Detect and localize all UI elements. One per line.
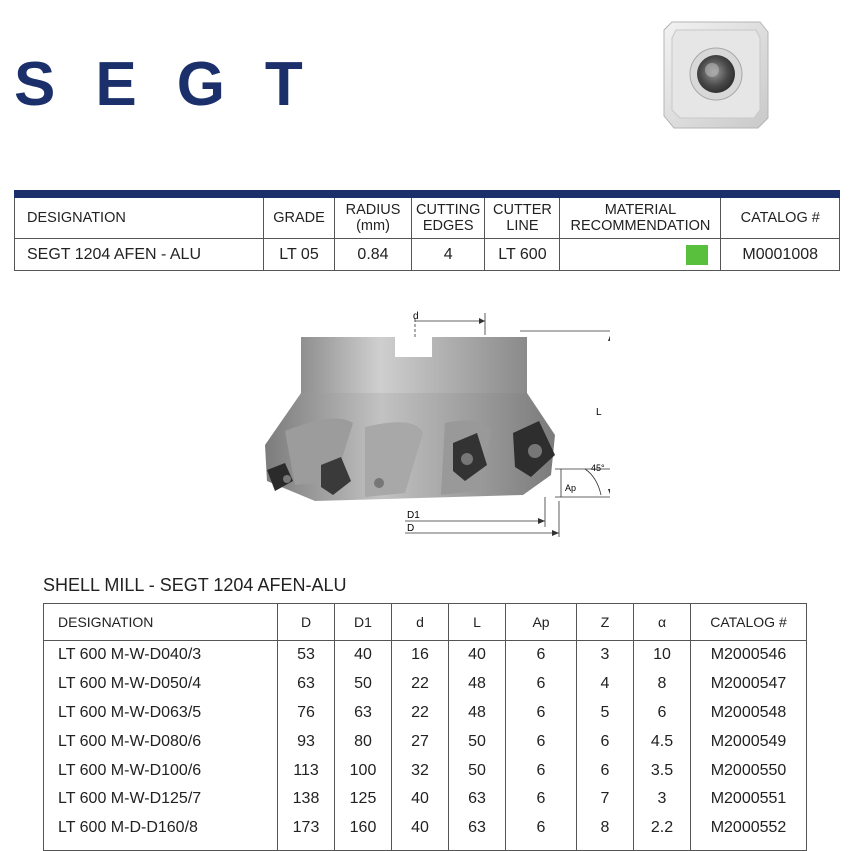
cell-designation: LT 600 M-D-D160/8 [44,814,278,850]
cell-catalog: M2000550 [691,756,807,785]
label-D1: D1 [407,510,420,521]
cell-d: 40 [392,785,449,814]
cell-designation: LT 600 M-W-D125/7 [44,785,278,814]
cell-catalog: M0001008 [721,239,840,271]
header-edges-line2: EDGES [422,218,474,234]
cell-designation: SEGT 1204 AFEN - ALU [15,239,264,271]
cell-alpha: 10 [634,641,691,670]
table-row [44,814,807,850]
page-title: SEGT [14,50,343,119]
cell-edges: 4 [412,239,485,271]
cell-D1: 100 [335,756,392,785]
cell-D1: 80 [335,727,392,756]
header-material-line1: MATERIAL [604,202,677,218]
cell-D: 138 [278,785,335,814]
header-catalog: CATALOG # [721,194,840,239]
cell-catalog: M2000549 [691,727,807,756]
material-swatch [686,245,708,265]
shell-mill-table [43,603,807,851]
header-L: L [449,604,506,641]
header-catalog: CATALOG # [691,604,807,641]
header-cutter [485,194,560,239]
table-row [44,756,807,785]
label-D: D [407,523,415,534]
header-material [560,194,721,239]
header-radius-line2: (mm) [356,218,390,234]
cell-D1: 40 [335,641,392,670]
table-row [44,727,807,756]
shell-mill-title: SHELL MILL - SEGT 1204 AFEN-ALU [43,575,347,595]
cell-Ap: 6 [506,785,577,814]
cell-Z: 4 [577,670,634,699]
cell-radius: 0.84 [335,239,412,271]
header-Ap: Ap [506,604,577,641]
cell-catalog: M2000546 [691,641,807,670]
cell-D: 63 [278,670,335,699]
label-d: d [413,311,419,322]
cell-cutter: LT 600 [485,239,560,271]
cutter-body [301,337,527,393]
cell-D1: 125 [335,785,392,814]
header-d: d [392,604,449,641]
header-D1: D1 [335,604,392,641]
cell-D: 76 [278,699,335,728]
cell-D1: 160 [335,814,392,850]
insert-image [662,18,770,130]
header-edges [412,194,485,239]
cell-catalog: M2000548 [691,699,807,728]
cell-grade: LT 05 [264,239,335,271]
table-row [44,699,807,728]
cell-D1: 50 [335,670,392,699]
cell-designation: LT 600 M-W-D080/6 [44,727,278,756]
header-radius [335,194,412,239]
cell-D: 113 [278,756,335,785]
cell-L: 48 [449,670,506,699]
cell-Ap: 6 [506,727,577,756]
cell-catalog: M2000551 [691,785,807,814]
cell-Ap: 6 [506,670,577,699]
table-row [44,785,807,814]
cell-D: 173 [278,814,335,850]
cell-d: 22 [392,699,449,728]
header-cutter-line2: LINE [506,218,539,234]
cell-designation: LT 600 M-W-D063/5 [44,699,278,728]
header-D: D [278,604,335,641]
cell-L: 50 [449,756,506,785]
cell-Ap: 6 [506,756,577,785]
cell-designation: LT 600 M-W-D050/4 [44,670,278,699]
header-edges-line1: CUTTING [416,202,481,218]
cell-designation: LT 600 M-W-D100/6 [44,756,278,785]
cell-alpha: 3 [634,785,691,814]
cell-D1: 63 [335,699,392,728]
cell-L: 40 [449,641,506,670]
cell-Z: 8 [577,814,634,850]
cell-alpha: 4.5 [634,727,691,756]
cell-L: 48 [449,699,506,728]
cell-alpha: 6 [634,699,691,728]
header-designation: DESIGNATION [15,194,264,239]
cell-Z: 5 [577,699,634,728]
cell-Z: 6 [577,727,634,756]
cell-material [560,239,721,271]
cell-designation: LT 600 M-W-D040/3 [44,641,278,670]
insert-table [14,190,840,271]
cell-alpha: 3.5 [634,756,691,785]
shell-mill-drawing [255,305,610,550]
header-material-line2: RECOMMENDATION [570,218,711,234]
cell-L: 63 [449,785,506,814]
cell-alpha: 2.2 [634,814,691,850]
table-row [44,641,807,670]
table-row [44,670,807,699]
cell-Z: 6 [577,756,634,785]
label-L: L [596,407,602,418]
header-cutter-line1: CUTTER [493,202,552,218]
cell-d: 32 [392,756,449,785]
cell-D: 53 [278,641,335,670]
cell-d: 40 [392,814,449,850]
header-radius-line1: RADIUS [345,202,401,218]
header-designation: DESIGNATION [44,604,278,641]
cell-D: 93 [278,727,335,756]
cell-Z: 7 [577,785,634,814]
cell-d: 27 [392,727,449,756]
cell-Ap: 6 [506,814,577,850]
cell-catalog: M2000547 [691,670,807,699]
header-Z: Z [577,604,634,641]
label-angle: 45° [591,463,605,473]
table-row [15,239,840,271]
cell-catalog: M2000552 [691,814,807,850]
cell-d: 22 [392,670,449,699]
cell-Z: 3 [577,641,634,670]
header-grade: GRADE [264,194,335,239]
cell-L: 63 [449,814,506,850]
cell-L: 50 [449,727,506,756]
cell-alpha: 8 [634,670,691,699]
cell-Ap: 6 [506,699,577,728]
cell-d: 16 [392,641,449,670]
label-Ap: Ap [565,483,577,493]
header-alpha: α [634,604,691,641]
cell-Ap: 6 [506,641,577,670]
